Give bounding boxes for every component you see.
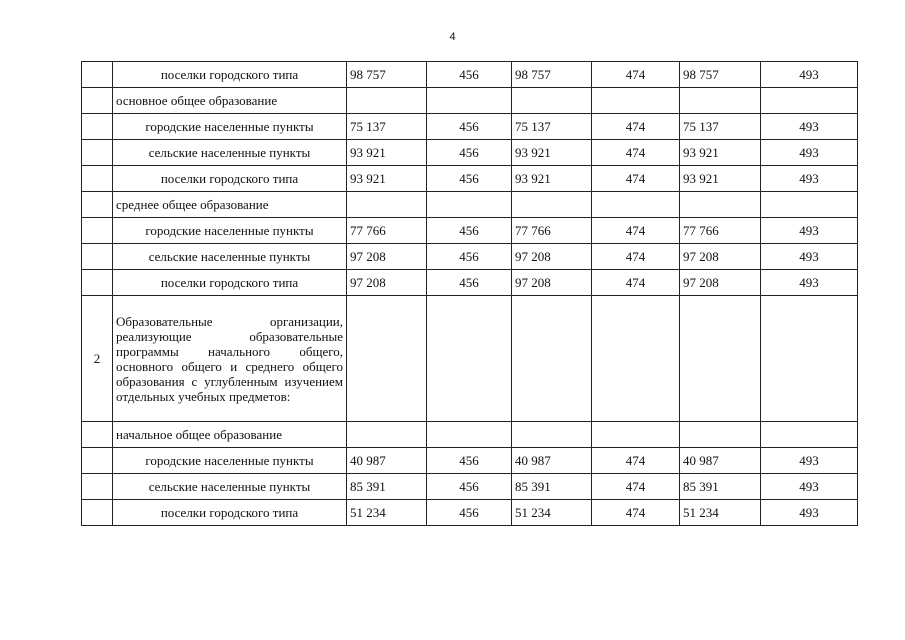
row-index-cell xyxy=(82,270,113,296)
table-body xyxy=(82,62,858,526)
value-cell xyxy=(761,88,858,114)
value-cell: 474 xyxy=(592,500,680,526)
value-cell: 51 234 xyxy=(512,500,592,526)
value-cell: 97 208 xyxy=(680,244,761,270)
table-row xyxy=(82,62,858,88)
value-cell: 493 xyxy=(761,448,858,474)
value-cell: 493 xyxy=(761,218,858,244)
table-row xyxy=(82,474,858,500)
value-cell xyxy=(680,192,761,218)
value-cell: 474 xyxy=(592,244,680,270)
value-cell: 456 xyxy=(427,218,512,244)
row-index-cell xyxy=(82,166,113,192)
value-cell xyxy=(427,192,512,218)
value-cell: 474 xyxy=(592,218,680,244)
value-cell: 77 766 xyxy=(347,218,427,244)
value-cell: 474 xyxy=(592,270,680,296)
row-index-cell xyxy=(82,62,113,88)
table-row xyxy=(82,114,858,140)
value-cell: 40 987 xyxy=(512,448,592,474)
row-index-cell xyxy=(82,192,113,218)
value-cell: 97 208 xyxy=(512,270,592,296)
table-row xyxy=(82,296,858,422)
value-cell: 97 208 xyxy=(512,244,592,270)
value-cell: 40 987 xyxy=(680,448,761,474)
table-row xyxy=(82,422,858,448)
value-cell: 456 xyxy=(427,62,512,88)
value-cell: 456 xyxy=(427,140,512,166)
row-label: поселки городского типа xyxy=(113,270,347,296)
value-cell xyxy=(761,422,858,448)
value-cell: 75 137 xyxy=(347,114,427,140)
row-index-cell xyxy=(82,88,113,114)
row-index-cell xyxy=(82,218,113,244)
value-cell: 77 766 xyxy=(512,218,592,244)
value-cell: 98 757 xyxy=(680,62,761,88)
value-cell: 97 208 xyxy=(680,270,761,296)
value-cell: 75 137 xyxy=(512,114,592,140)
value-cell xyxy=(427,88,512,114)
value-cell xyxy=(347,296,427,422)
value-cell xyxy=(512,192,592,218)
value-cell xyxy=(512,296,592,422)
value-cell xyxy=(427,422,512,448)
value-cell: 456 xyxy=(427,448,512,474)
value-cell: 493 xyxy=(761,270,858,296)
value-cell: 493 xyxy=(761,114,858,140)
row-label: поселки городского типа xyxy=(113,62,347,88)
value-cell xyxy=(512,422,592,448)
row-index-cell xyxy=(82,474,113,500)
table-row xyxy=(82,270,858,296)
table-row xyxy=(82,448,858,474)
row-label: сельские населенные пункты xyxy=(113,140,347,166)
value-cell: 85 391 xyxy=(680,474,761,500)
value-cell xyxy=(512,88,592,114)
row-index-cell xyxy=(82,114,113,140)
value-cell: 51 234 xyxy=(680,500,761,526)
value-cell: 98 757 xyxy=(347,62,427,88)
value-cell xyxy=(761,192,858,218)
value-cell: 456 xyxy=(427,500,512,526)
value-cell: 93 921 xyxy=(680,166,761,192)
row-index-cell xyxy=(82,422,113,448)
row-label: сельские населенные пункты xyxy=(113,474,347,500)
table-row xyxy=(82,140,858,166)
value-cell: 93 921 xyxy=(680,140,761,166)
section-heading: начальное общее образование xyxy=(113,422,347,448)
value-cell: 93 921 xyxy=(512,140,592,166)
row-label: поселки городского типа xyxy=(113,166,347,192)
value-cell: 93 921 xyxy=(347,140,427,166)
value-cell xyxy=(680,296,761,422)
table-row xyxy=(82,500,858,526)
row-label: городские населенные пункты xyxy=(113,218,347,244)
value-cell: 474 xyxy=(592,166,680,192)
value-cell xyxy=(347,88,427,114)
table-row xyxy=(82,192,858,218)
value-cell: 98 757 xyxy=(512,62,592,88)
group-description: Образовательные организации, реализующие образовательные программы начального общего, основного общего и среднего общего образования с углубленным изучением отдельных учебных предметов: xyxy=(113,296,347,422)
row-label: поселки городского типа xyxy=(113,500,347,526)
value-cell xyxy=(680,422,761,448)
row-index-cell xyxy=(82,500,113,526)
row-index-cell xyxy=(82,244,113,270)
value-cell xyxy=(427,296,512,422)
table-row xyxy=(82,244,858,270)
data-table xyxy=(81,61,858,526)
value-cell: 474 xyxy=(592,114,680,140)
value-cell: 85 391 xyxy=(347,474,427,500)
value-cell xyxy=(680,88,761,114)
value-cell: 97 208 xyxy=(347,244,427,270)
value-cell xyxy=(347,192,427,218)
value-cell xyxy=(761,296,858,422)
value-cell: 474 xyxy=(592,474,680,500)
table-row xyxy=(82,166,858,192)
row-index-cell xyxy=(82,140,113,166)
value-cell: 97 208 xyxy=(347,270,427,296)
value-cell: 51 234 xyxy=(347,500,427,526)
value-cell: 85 391 xyxy=(512,474,592,500)
row-label: городские населенные пункты xyxy=(113,114,347,140)
value-cell: 456 xyxy=(427,166,512,192)
value-cell: 493 xyxy=(761,166,858,192)
row-label: сельские населенные пункты xyxy=(113,244,347,270)
table-row xyxy=(82,88,858,114)
value-cell: 75 137 xyxy=(680,114,761,140)
value-cell xyxy=(347,422,427,448)
section-heading: основное общее образование xyxy=(113,88,347,114)
row-index-cell: 2 xyxy=(82,296,113,422)
value-cell: 77 766 xyxy=(680,218,761,244)
value-cell: 456 xyxy=(427,270,512,296)
value-cell: 493 xyxy=(761,244,858,270)
value-cell: 493 xyxy=(761,500,858,526)
value-cell xyxy=(592,296,680,422)
value-cell: 474 xyxy=(592,448,680,474)
value-cell: 493 xyxy=(761,140,858,166)
page-number: 4 xyxy=(449,31,456,43)
table-row xyxy=(82,218,858,244)
value-cell xyxy=(592,88,680,114)
value-cell: 456 xyxy=(427,244,512,270)
value-cell: 474 xyxy=(592,140,680,166)
value-cell: 493 xyxy=(761,62,858,88)
value-cell: 93 921 xyxy=(347,166,427,192)
row-index-cell xyxy=(82,448,113,474)
section-heading: среднее общее образование xyxy=(113,192,347,218)
value-cell: 456 xyxy=(427,474,512,500)
value-cell: 474 xyxy=(592,62,680,88)
value-cell: 456 xyxy=(427,114,512,140)
value-cell: 93 921 xyxy=(512,166,592,192)
row-label: городские населенные пункты xyxy=(113,448,347,474)
value-cell xyxy=(592,422,680,448)
value-cell: 493 xyxy=(761,474,858,500)
value-cell xyxy=(592,192,680,218)
value-cell: 40 987 xyxy=(347,448,427,474)
